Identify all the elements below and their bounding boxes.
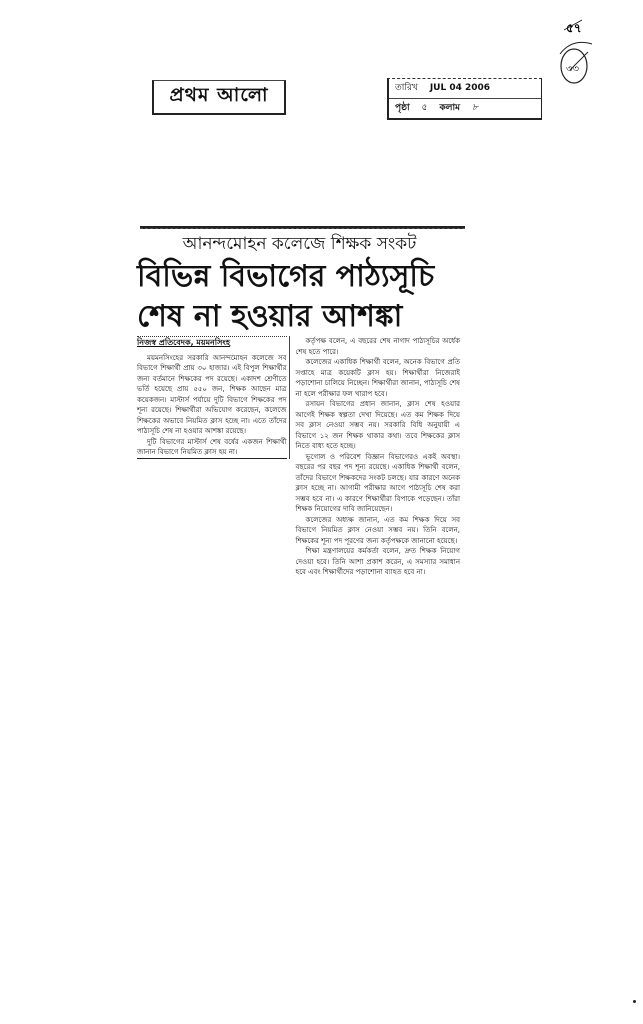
paragraph: ময়মনসিংহের সরকারি আনন্দমোহন কলেজে সব বিভাগে শিক্ষার্থী প্রায় ৩০ হাজার। এই বিপুল শিক্ষার্থীর জন্য বর্তমানে শিক্ষকের পদ রয়েছে। একাদশ শ্রেণীতে ভর্তি হয়েছে প্রায় ৫৫০ জন, শিক্ষক আছেন মাত্র কয়েকজন। মাস্টার্স পর্যায়ে দুটি বিভাগে শিক্ষকের পদ শূন্য রয়েছে। শিক্ষার্থীরা অভিযোগ করেছেন, কলেজে শিক্ষকের অভাবে নিয়মিত ক্লাস হচ্ছে না। এতে তাঁদের পাঠ্যসূচি শেষ না হওয়ার আশঙ্কা রয়েছে।: [137, 353, 287, 436]
paragraph: কলেজের অধ্যক্ষ জানান, এত কম শিক্ষক দিয়ে সব বিভাগে নিয়মিত ক্লাস নেওয়া সম্ভব নয়। তিনি বলেন, শিক্ষকের শূন্য পদ পূরণের জন্য কর্তৃপক্ষকে জানানো হয়েছে।: [295, 515, 460, 545]
stamp-column-label: কলাম: [439, 102, 461, 113]
article-kicker: আনন্দমোহন কলেজে শিক্ষক সংকট: [182, 234, 417, 254]
headline-block: [137, 232, 467, 338]
article-body: [137, 336, 460, 578]
handwritten-circled-number: ৩৩: [566, 64, 580, 75]
scan-speck: [633, 1000, 636, 1003]
byline: নিজস্ব প্রতিবেদক, ময়মনসিংহ: [137, 336, 287, 350]
newspaper-name-box: [152, 80, 286, 115]
stamp-page-value: ৫: [421, 102, 428, 113]
paragraph: ভূগোল ও পরিবেশ বিজ্ঞান বিভাগেরও একই অবস্থা। বছরের পর বছর পদ শূন্য রয়েছে। একাধিক শিক্ষার্থী বলেন, তাঁদের বিভাগে শিক্ষকদের সংকট চলছে। যার কারণে অনেক ক্লাস হচ্ছে না। আগামী পরীক্ষার আগে পাঠ্যসূচি শেষ করা সম্ভব হবে না। এ কারণে শিক্ষার্থীরা বিপাকে পড়েছেন। তাঁরা শিক্ষক নিয়োগের দাবি জানিয়েছেন।: [295, 452, 460, 513]
paragraph: রসায়ন বিভাগের প্রধান জানান, ক্লাস শেষ হওয়ার আগেই শিক্ষক স্বল্পতা দেখা দিয়েছে। এত কম শিক্ষক দিয়ে সব ক্লাস নেওয়া সম্ভব নয়। সরকারি বিধি অনুযায়ী এ বিভাগে ১২ জন শিক্ষক থাকার কথা। তবে শিক্ষকের ক্লাস নিতে বাধ্য হতে হচ্ছে।: [295, 400, 460, 450]
stamp-column-value: ৮: [472, 102, 478, 113]
stamp-date-value: JUL 04 2006: [429, 82, 491, 93]
stamp-page-row: [389, 98, 541, 118]
paragraph: শিক্ষা মন্ত্রণালয়ের কর্মকর্তা বলেন, দ্রুত শিক্ষক নিয়োগ দেওয়া হবে। তিনি আশা প্রকাশ করেন, এ সমস্যার সমাধান হবে এবং শিক্ষার্থীদের পড়াশোনা ব্যাহত হবে না।: [295, 547, 460, 576]
article-column-2: [296, 336, 460, 578]
article-left-column: [137, 336, 290, 459]
paragraph: দুটি বিভাগের মাস্টার্স শেষ বর্ষের একজন শিক্ষার্থী জানান বিভাগে নিয়মিত ক্লাস হয় না।: [137, 437, 287, 459]
stamp-date-label: তারিখ: [395, 82, 418, 93]
stamp-date-row: [389, 79, 541, 98]
headline-line-2: শেষ না হওয়ার আশঙ্কা: [137, 299, 403, 335]
handwritten-annotation: [552, 18, 612, 86]
article-column-1: [137, 353, 287, 459]
headline-rule: [140, 226, 465, 229]
paragraph: কলেজের একাধিক শিক্ষার্থী বলেন, অনেক বিভাগে প্রতি সপ্তাহে মাত্র কয়েকটি ক্লাস হয়। শিক্ষার্থীরা নিজেরাই পড়াশোনা চালিয়ে নিচ্ছেন। শিক্ষার্থীরা জানান, পাঠ্যসূচি শেষ না হলে পরীক্ষার ফল খারাপ হবে।: [295, 358, 460, 398]
newspaper-name: প্রথম আলো: [169, 84, 269, 106]
handwritten-mark: ৫৭: [566, 21, 582, 35]
date-page-stamp: [387, 78, 542, 120]
headline-line-1: বিভিন্ন বিভাগের পাঠ্যসূচি: [137, 258, 435, 294]
paragraph: কর্তৃপক্ষ বলেন, এ বছরের শেষ নাগাদ পাঠ্যসূচির অর্ধেক শেষ হতে পারে।: [295, 337, 460, 356]
stamp-page-label: পৃষ্ঠা: [395, 102, 410, 113]
